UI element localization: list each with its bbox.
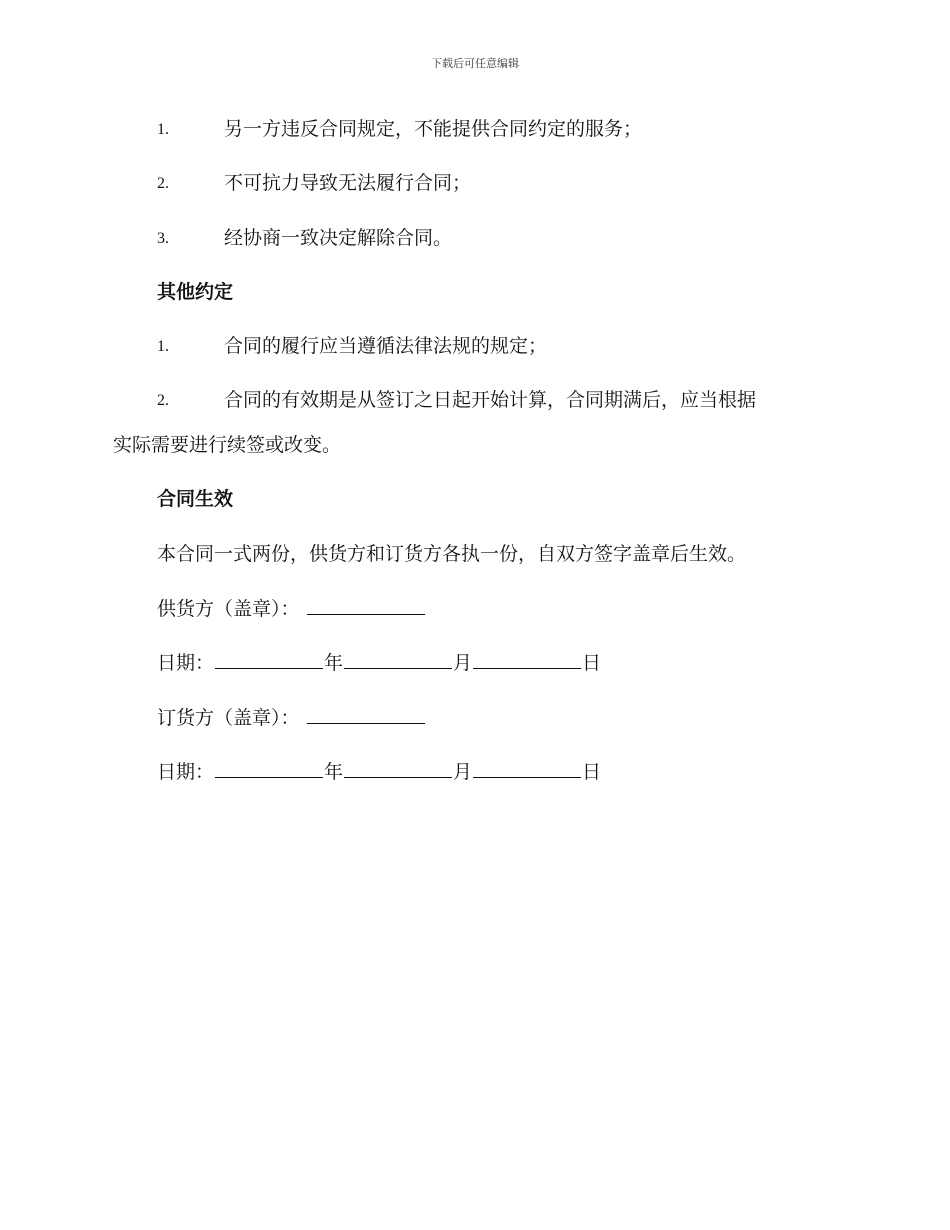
day-label: 日 — [582, 652, 602, 674]
year-label: 年 — [324, 761, 344, 783]
month-label: 月 — [453, 652, 473, 674]
day-blank — [473, 760, 581, 778]
buyer-label: 订货方（盖章）： — [157, 707, 300, 729]
month-blank — [344, 760, 452, 778]
list-item-text: 合同的履行应当遵循法律法规的规定； — [224, 335, 548, 357]
list-number: 2. — [157, 392, 169, 409]
list-item-text: 不可抗力导致无法履行合同； — [224, 172, 472, 194]
list-number: 3. — [157, 230, 169, 247]
date-label: 日期： — [157, 761, 215, 783]
list-item-text: 另一方违反合同规定，不能提供合同约定的服务； — [224, 118, 643, 140]
day-label: 日 — [582, 761, 602, 783]
year-blank — [215, 760, 323, 778]
year-blank — [215, 651, 323, 669]
buyer-date-line — [157, 760, 601, 783]
list-item-text: 合同的有效期是从签订之日起开始计算，合同期满后，应当根据 — [224, 389, 757, 411]
year-label: 年 — [324, 652, 344, 674]
list-number: 1. — [157, 338, 169, 355]
buyer-signature-line — [157, 706, 426, 729]
list-number: 2. — [157, 175, 169, 192]
section-heading-effect: 合同生效 — [157, 488, 234, 510]
list-item-text: 经协商一致决定解除合同。 — [224, 227, 453, 249]
buyer-signature-blank — [307, 706, 425, 724]
effect-paragraph: 本合同一式两份，供货方和订货方各执一份，自双方签字盖章后生效。 — [157, 543, 747, 565]
month-blank — [344, 651, 452, 669]
page-header: 下载后可任意编辑 — [431, 57, 519, 70]
day-blank — [473, 651, 581, 669]
date-label: 日期： — [157, 652, 215, 674]
section-heading-other: 其他约定 — [157, 281, 234, 303]
list-number: 1. — [157, 121, 169, 138]
month-label: 月 — [453, 761, 473, 783]
supplier-label: 供货方（盖章）： — [157, 598, 300, 620]
supplier-signature-blank — [307, 597, 425, 615]
list-item-continuation: 实际需要进行续签或改变。 — [113, 434, 342, 456]
supplier-signature-line — [157, 597, 426, 620]
supplier-date-line — [157, 651, 601, 674]
